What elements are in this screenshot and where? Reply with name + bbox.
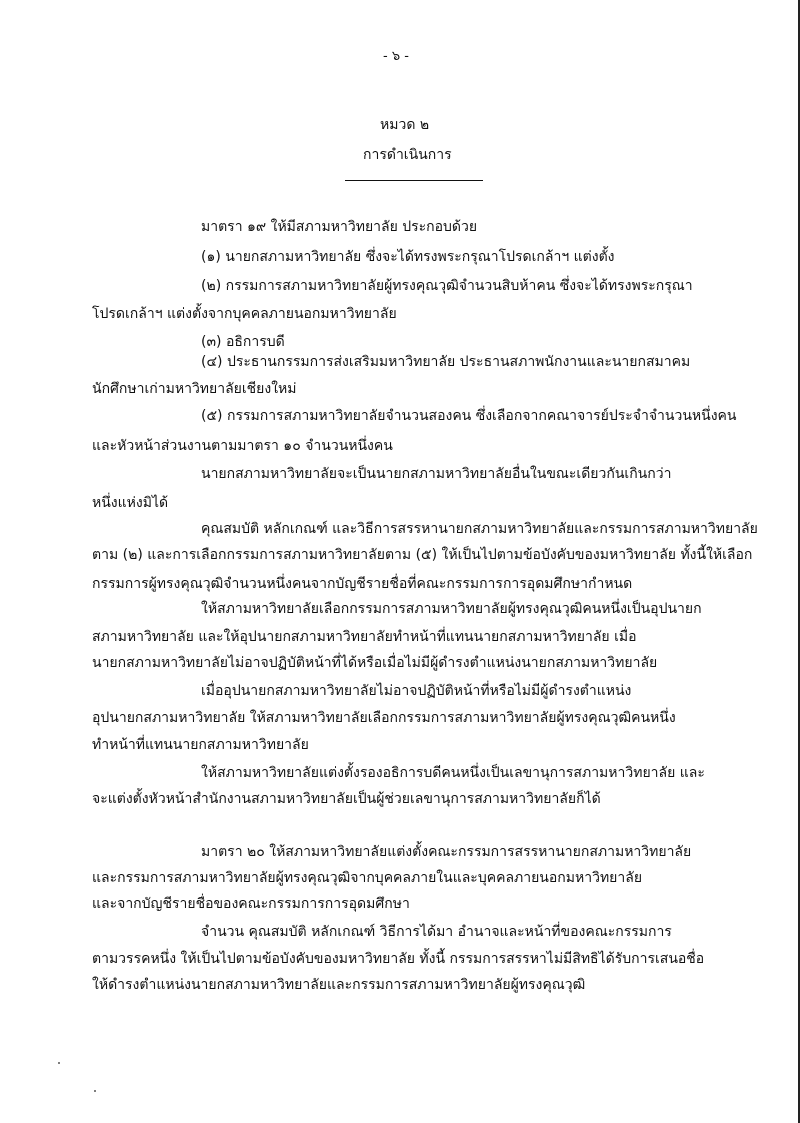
section-20-heading-cont-2: และจากบัญชีรายชื่อของคณะกรรมการการอุดมศึกษา	[92, 896, 410, 912]
section-19-para-d-cont-1: อุปนายกสภามหาวิทยาลัย ให้สภามหาวิทยาลัยเลือกกรรมการสภามหาวิทยาลัยผู้ทรงคุณวุฒิคนหนึ่ง	[92, 710, 676, 726]
scan-speck	[94, 1090, 96, 1092]
section-19-heading: มาตรา ๑๙ ให้มีสภามหาวิทยาลัย ประกอบด้วย	[201, 219, 478, 235]
section-19-para-e: ให้สภามหาวิทยาลัยแต่งตั้งรองอธิการบดีคนหนึ่งเป็นเลขานุการสภามหาวิทยาลัย และ	[201, 765, 705, 781]
section-19-item-5-cont: และหัวหน้าส่วนงานตามมาตรา ๑๐ จำนวนหนึ่งคน	[92, 438, 393, 454]
section-20-para-a-cont-2: ให้ดำรงตำแหน่งนายกสภามหาวิทยาลัยและกรรมการสภามหาวิทยาลัยผู้ทรงคุณวุฒิ	[92, 977, 586, 993]
section-19-para-c-cont-2: นายกสภามหาวิทยาลัยไม่อาจปฏิบัติหน้าที่ได้หรือเมื่อไม่มีผู้ดำรงตำแหน่งนายกสภามหาวิทยาลัย	[92, 655, 658, 671]
section-20-para-a: จำนวน คุณสมบัติ หลักเกณฑ์ วิธีการได้มา อำนาจและหน้าที่ของคณะกรรมการ	[201, 924, 672, 940]
section-19-para-b: คุณสมบัติ หลักเกณฑ์ และวิธีการสรรหานายกสภามหาวิทยาลัยและกรรมการสภามหาวิทยาลัย	[201, 521, 758, 537]
page-number: - ๖ -	[383, 49, 409, 64]
section-19-para-a: นายกสภามหาวิทยาลัยจะเป็นนายกสภามหาวิทยาลัยอื่นในขณะเดียวกันเกินกว่า	[201, 466, 672, 482]
chapter-title: หมวด ๒	[380, 117, 430, 133]
section-19-para-e-cont: จะแต่งตั้งหัวหน้าสำนักงานสภามหาวิทยาลัยเป็นผู้ช่วยเลขานุการสภามหาวิทยาลัยก็ได้	[92, 791, 601, 807]
chapter-divider	[345, 180, 483, 181]
section-19-item-4-cont: นักศึกษาเก่ามหาวิทยาลัยเชียงใหม่	[92, 381, 297, 397]
section-19-para-d: เมื่ออุปนายกสภามหาวิทยาลัยไม่อาจปฏิบัติหน้าที่หรือไม่มีผู้ดำรงตำแหน่ง	[201, 683, 632, 699]
section-19-item-3: (๓) อธิการบดี	[201, 334, 285, 350]
section-19-item-5: (๕) กรรมการสภามหาวิทยาลัยจำนวนสองคน ซึ่งเลือกจากคณาจารย์ประจำจำนวนหนึ่งคน	[201, 408, 737, 424]
section-19-para-b-cont-1: ตาม (๒) และการเลือกกรรมการสภามหาวิทยาลัยตาม (๕) ให้เป็นไปตามข้อบังคับของมหาวิทยาลัย ทั้งนี้ให้เลือก	[92, 547, 753, 563]
section-19-para-a-cont: หนึ่งแห่งมิได้	[92, 495, 169, 511]
section-19-item-4: (๔) ประธานกรรมการส่งเสริมมหาวิทยาลัย ประธานสภาพนักงานและนายกสมาคม	[201, 354, 691, 370]
chapter-subtitle: การดำเนินการ	[363, 147, 452, 163]
section-19-item-2-cont: โปรดเกล้าฯ แต่งตั้งจากบุคคลภายนอกมหาวิทยาลัย	[92, 306, 397, 322]
section-20-heading: มาตรา ๒๐ ให้สภามหาวิทยาลัยแต่งตั้งคณะกรรมการสรรหานายกสภามหาวิทยาลัย	[201, 844, 692, 860]
scan-speck	[58, 1062, 60, 1064]
section-19-para-b-cont-2: กรรมการผู้ทรงคุณวุฒิจำนวนหนึ่งคนจากบัญชีรายชื่อที่คณะกรรมการการอุดมศึกษากำหนด	[92, 576, 633, 592]
section-20-para-a-cont-1: ตามวรรคหนึ่ง ให้เป็นไปตามข้อบังคับของมหาวิทยาลัย ทั้งนี้ กรรมการสรรหาไม่มีสิทธิได้รับการเสนอชื่อ	[92, 951, 705, 967]
section-20-heading-cont-1: และกรรมการสภามหาวิทยาลัยผู้ทรงคุณวุฒิจากบุคคลภายในและบุคคลภายนอกมหาวิทยาลัย	[92, 870, 643, 886]
section-19-para-c-cont-1: สภามหาวิทยาลัย และให้อุปนายกสภามหาวิทยาลัยทำหน้าที่แทนนายกสภามหาวิทยาลัย เมื่อ	[92, 629, 637, 645]
section-19-para-d-cont-2: ทำหน้าที่แทนนายกสภามหาวิทยาลัย	[92, 737, 309, 753]
section-19-para-c: ให้สภามหาวิทยาลัยเลือกกรรมการสภามหาวิทยาลัยผู้ทรงคุณวุฒิคนหนึ่งเป็นอุปนายก	[201, 601, 702, 617]
section-19-item-1: (๑) นายกสภามหาวิทยาลัย ซึ่งจะได้ทรงพระกรุณาโปรดเกล้าฯ แต่งตั้ง	[201, 249, 615, 265]
section-19-item-2: (๒) กรรมการสภามหาวิทยาลัยผู้ทรงคุณวุฒิจำนวนสิบห้าคน ซึ่งจะได้ทรงพระกรุณา	[201, 278, 693, 294]
